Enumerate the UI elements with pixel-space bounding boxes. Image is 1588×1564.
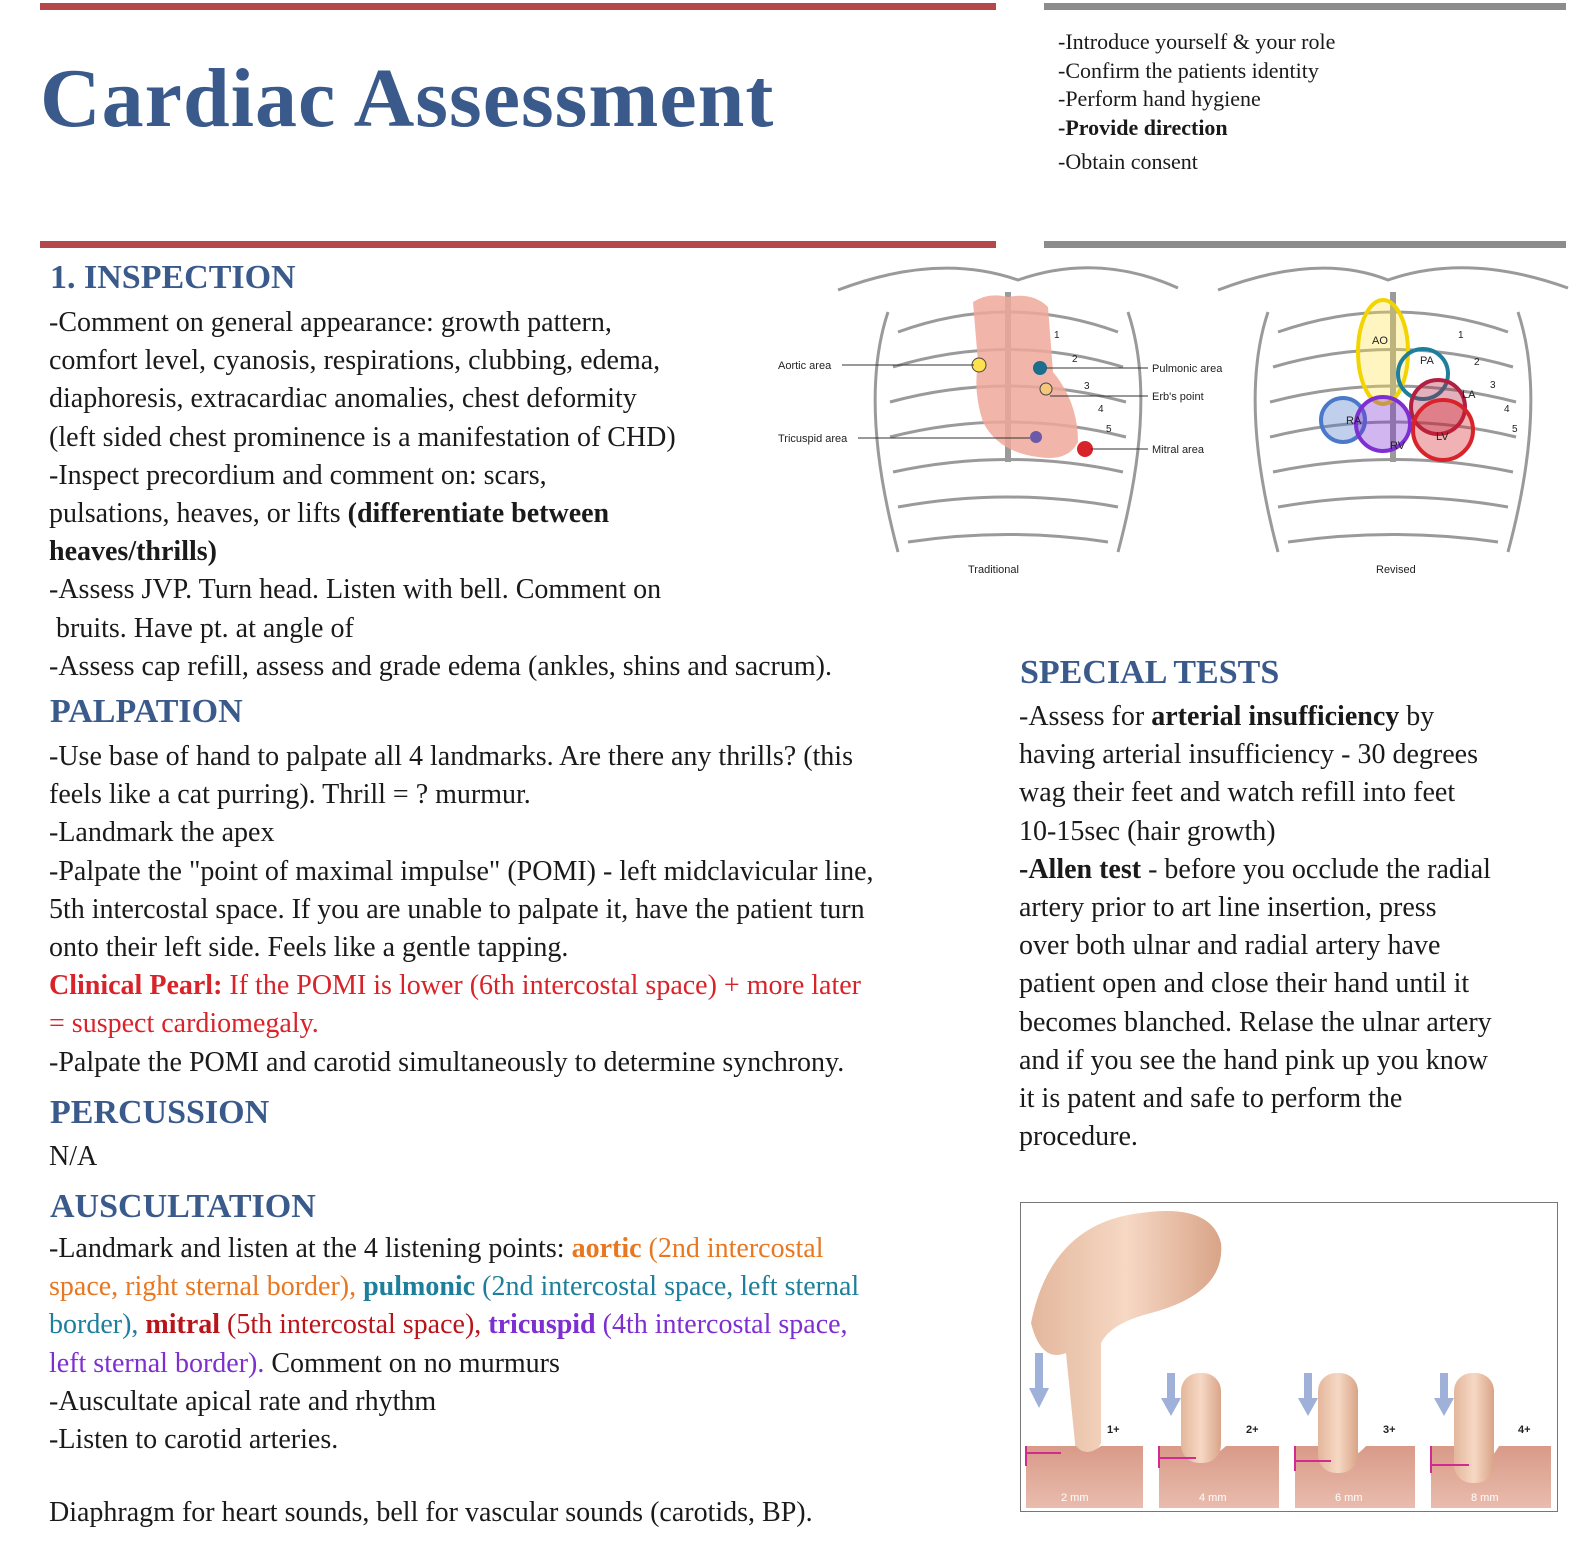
- text-line: it is patent and safe to perform the: [1019, 1083, 1403, 1115]
- mid-rule-right: [1044, 241, 1566, 248]
- palpation-text: [49, 738, 1009, 1082]
- pearl-label: Clinical Pearl:: [49, 970, 223, 1002]
- special-tests-text: [1019, 698, 1579, 1156]
- text-line: procedure.: [1019, 1121, 1138, 1153]
- text-line: diaphoresis, extracardiac anomalies, chest deformity: [49, 383, 637, 415]
- text-span: -Assess for: [1019, 701, 1152, 732]
- bold-span: heaves/thrills): [49, 536, 217, 568]
- text-span: -Landmark and listen at the 4 listening points:: [49, 1233, 572, 1264]
- text-line: becomes blanched. Relase the ulnar artery: [1019, 1006, 1492, 1038]
- palpation-heading: PALPATION: [50, 693, 243, 730]
- pa-label: PA: [1420, 355, 1434, 367]
- text-line: [49, 1345, 1009, 1383]
- rib-number: 4: [1504, 404, 1510, 415]
- text-line: = suspect cardiomegaly.: [49, 1008, 319, 1040]
- grade-label: 1+: [1107, 1424, 1120, 1436]
- auscultation-text: [49, 1230, 1009, 1459]
- depth-label: 8 mm: [1471, 1492, 1499, 1504]
- special-tests-heading: SPECIAL TESTS: [1020, 654, 1280, 691]
- page-title: Cardiac Assessment: [40, 52, 775, 145]
- bold-span: (differentiate between: [347, 498, 610, 530]
- rib-number: 4: [1098, 404, 1104, 415]
- mitral-area-label: Mitral area: [1152, 444, 1204, 456]
- ao-label: AO: [1372, 335, 1388, 347]
- depth-label: 6 mm: [1335, 1492, 1363, 1504]
- text-span: (5th intercostal space),: [220, 1309, 489, 1341]
- text-line: -Palpate the POMI and carotid simultaneously to determine synchrony.: [49, 1046, 845, 1078]
- clinical-pearl: [49, 967, 1009, 1005]
- text-line: [1019, 698, 1579, 736]
- text-line: -Use base of hand to palpate all 4 landmarks. Are there any thrills? (this: [49, 741, 853, 772]
- revised-label: Revised: [1376, 564, 1416, 576]
- text-line: comfort level, cyanosis, respirations, clubbing, edema,: [49, 345, 661, 377]
- text-span: pulsations, heaves, or lifts: [49, 498, 348, 530]
- grade-label: 3+: [1383, 1424, 1396, 1436]
- mid-rule-left: [40, 241, 996, 248]
- rib-number: 5: [1512, 424, 1518, 435]
- text-line: [1019, 851, 1579, 889]
- rib-number: 3: [1490, 380, 1496, 391]
- text-line: [49, 1268, 1009, 1306]
- text-span: (2nd intercostal: [641, 1233, 824, 1264]
- pulmonic-term: pulmonic: [363, 1271, 476, 1303]
- la-label: LA: [1462, 389, 1476, 401]
- bold-span: -Allen test: [1019, 853, 1142, 885]
- text-line: 10-15sec (hair growth): [1019, 815, 1276, 847]
- depth-label: 2 mm: [1061, 1492, 1089, 1504]
- text-line: and if you see the hand pink up you know: [1019, 1044, 1488, 1076]
- aortic-term: aortic: [571, 1233, 642, 1264]
- text-span: space, right sternal border),: [49, 1271, 364, 1303]
- text-line: -Landmark the apex: [49, 817, 275, 849]
- text-line: -Listen to carotid arteries.: [49, 1424, 339, 1456]
- tricuspid-area-label: Tricuspid area: [778, 433, 848, 445]
- checklist-item: -Introduce yourself & your role: [1058, 29, 1336, 54]
- rib-number: 3: [1084, 381, 1090, 392]
- grade-label: 4+: [1518, 1424, 1531, 1436]
- text-line: over both ulnar and radial artery have: [1019, 930, 1441, 962]
- ra-label: RA: [1346, 415, 1362, 427]
- text-line: onto their left side. Feels like a gentle tapping.: [49, 932, 569, 964]
- rib-number: 1: [1458, 330, 1464, 341]
- pulmonic-area-label: Pulmonic area: [1152, 363, 1223, 375]
- rib-number: 1: [1054, 330, 1060, 341]
- text-line: -Comment on general appearance: growth pattern,: [49, 307, 612, 338]
- text-span: If the POMI is lower (6th intercostal space) + more later: [222, 970, 861, 1002]
- edema-grading-figure: [1020, 1202, 1558, 1512]
- text-span: (2nd intercostal space, left sternal: [475, 1271, 860, 1303]
- bold-span: arterial insufficiency: [1151, 701, 1400, 732]
- grade-label: 2+: [1246, 1424, 1259, 1436]
- rv-label: RV: [1390, 440, 1406, 452]
- heart-landmarks-figure: [778, 252, 1588, 602]
- lv-label: LV: [1436, 431, 1449, 443]
- text-line: patient open and close their hand until it: [1019, 968, 1470, 1000]
- top-rule-left: [40, 3, 996, 10]
- text-line: [49, 1306, 1009, 1344]
- text-line: having arterial insufficiency - 30 degrees: [1019, 739, 1478, 771]
- checklist-item: -Obtain consent: [1058, 149, 1198, 174]
- text-span: by: [1399, 701, 1435, 732]
- checklist-item: -Provide direction: [1058, 114, 1228, 140]
- edema-grading-illustration: [1021, 1203, 1557, 1511]
- text-span: border),: [49, 1309, 146, 1341]
- rib-number: 2: [1072, 354, 1078, 365]
- text-line: [49, 1230, 1009, 1268]
- percussion-heading: PERCUSSION: [50, 1094, 270, 1131]
- text-line: (left sided chest prominence is a manifestation of CHD): [49, 421, 676, 453]
- inspection-heading: 1. INSPECTION: [50, 259, 296, 296]
- rib-number: 5: [1106, 424, 1112, 435]
- mitral-term: mitral: [145, 1309, 221, 1341]
- erbs-point-label: Erb's point: [1152, 391, 1204, 403]
- text-span: Comment on no murmurs: [264, 1347, 560, 1379]
- text-line: -Palpate the "point of maximal impulse" (POMI) - left midclavicular line,: [49, 855, 874, 887]
- text-line: [49, 533, 809, 571]
- text-span: left sternal border).: [49, 1347, 265, 1379]
- checklist-item: -Confirm the patients identity: [1058, 57, 1319, 83]
- text-span: (4th intercostal space,: [595, 1309, 848, 1341]
- rib-number: 2: [1474, 357, 1480, 368]
- text-line: -Assess cap refill, assess and grade edema (ankles, shins and sacrum).: [49, 650, 832, 682]
- consent-checklist: [1058, 28, 1335, 177]
- text-line: -Assess JVP. Turn head. Listen with bell. Comment on: [49, 574, 662, 606]
- text-line: wag their feet and watch refill into feet: [1019, 777, 1456, 809]
- text-line: [49, 495, 809, 533]
- text-span: - before you occlude the radial: [1141, 853, 1491, 885]
- text-line: 5th intercostal space. If you are unable to palpate it, have the patient turn: [49, 893, 865, 925]
- aortic-area-label: Aortic area: [778, 360, 832, 372]
- auscultation-heading: AUSCULTATION: [50, 1188, 316, 1225]
- text-line: artery prior to art line insertion, press: [1019, 892, 1437, 924]
- percussion-text: N/A: [49, 1141, 98, 1172]
- text-line: bruits. Have pt. at angle of: [49, 612, 354, 644]
- text-line: -Auscultate apical rate and rhythm: [49, 1385, 437, 1417]
- top-rule-right: [1044, 3, 1566, 10]
- auscultation-footer: Diaphragm for heart sounds, bell for vascular sounds (carotids, BP).: [49, 1497, 813, 1528]
- tricuspid-term: tricuspid: [488, 1309, 596, 1341]
- checklist-item: -Perform hand hygiene: [1058, 86, 1261, 111]
- text-line: feels like a cat purring). Thrill = ? murmur.: [49, 779, 531, 811]
- revised-valve-areas: [1321, 300, 1473, 460]
- text-line: -Inspect precordium and comment on: scars,: [49, 459, 547, 491]
- traditional-label: Traditional: [968, 564, 1019, 576]
- depth-label: 4 mm: [1199, 1492, 1227, 1504]
